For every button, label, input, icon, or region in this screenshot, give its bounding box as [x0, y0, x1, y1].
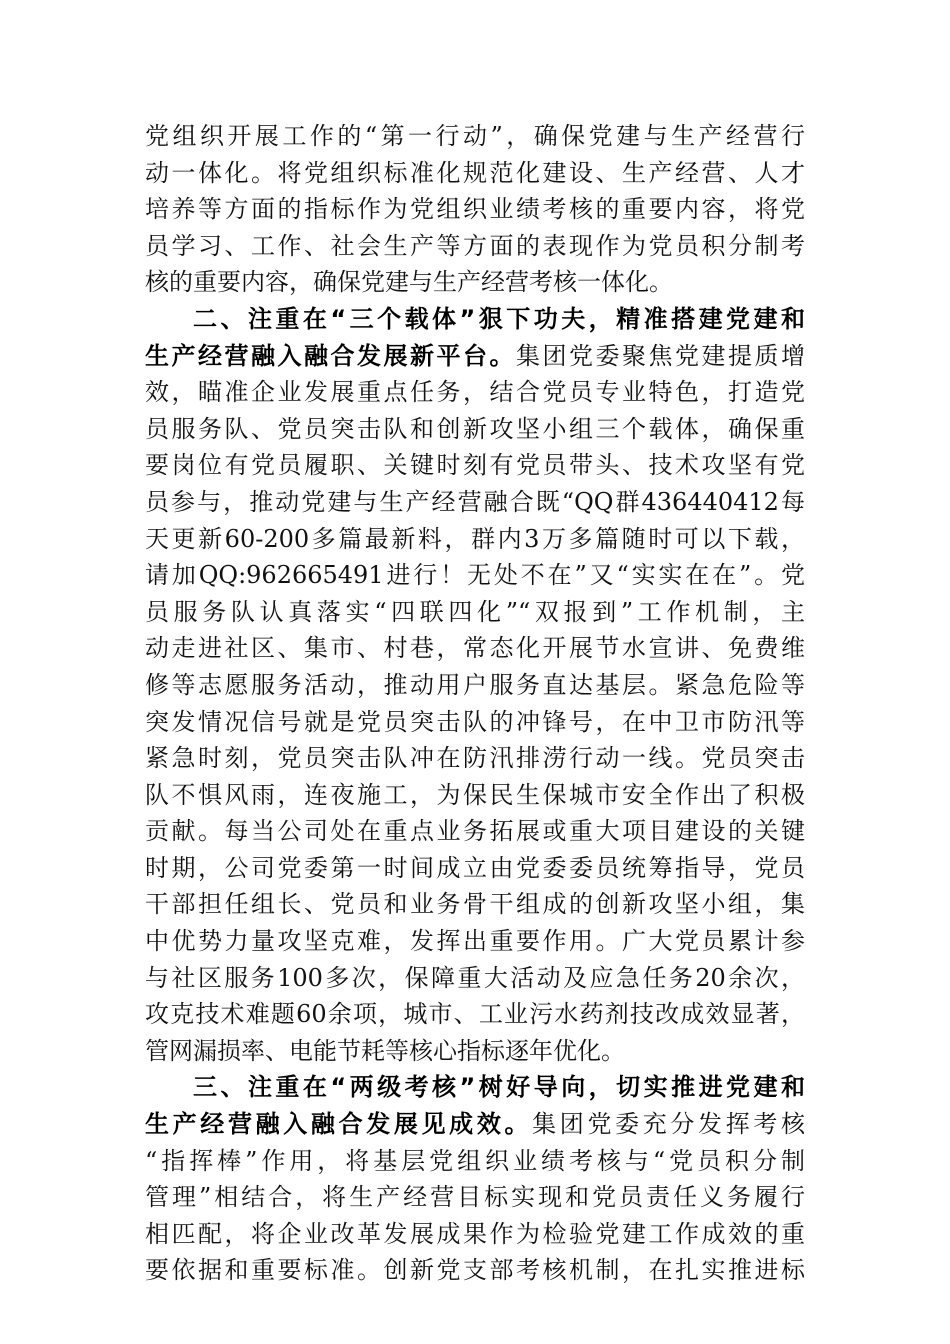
- text-line: 修等志愿服务活动，推动用户服务直达基层。紧急危险等: [145, 670, 805, 699]
- text-line: 紧急时刻，党员突击队冲在防汛排涝行动一线。党员突击: [145, 744, 805, 773]
- section-3-paragraph: [145, 1069, 805, 1289]
- text-line: 核的重要内容，确保党建与生产经营考核一体化。: [145, 268, 673, 297]
- text-line: 效，瞄准企业发展重点任务，结合党员专业特色，打造党: [145, 378, 805, 407]
- text-line: “指挥棒”作用，将基层党组织业绩考核与“党员积分制: [145, 1146, 805, 1175]
- section-3-heading-cont: 生产经营融入融合发展见成效。: [145, 1110, 533, 1139]
- text-line: 动一体化。将党组织标准化规范化建设、生产经营、人才: [145, 158, 805, 187]
- text-line: 与社区服务100多次，保障重大活动及应急任务20余次，: [145, 963, 805, 992]
- section-2-paragraph: [145, 301, 805, 1069]
- section-2-heading-cont: 生产经营融入融合发展新平台。: [145, 341, 516, 370]
- section-3-text-start: 集团党委充分发挥考核: [532, 1110, 806, 1139]
- document-page: [145, 118, 805, 1289]
- text-line: 员学习、工作、社会生产等方面的表现作为党员积分制考: [145, 231, 805, 260]
- text-line: 党组织开展工作的“第一行动”，确保党建与生产经营行: [145, 122, 805, 150]
- text-line: 管理”相结合，将生产经营目标实现和党员责任义务履行: [145, 1183, 805, 1212]
- text-line: 干部担任组长、党员和业务骨干组成的创新攻坚小组，集: [145, 890, 805, 919]
- text-line: 员服务队、党员突击队和创新攻坚小组三个载体，确保重: [145, 414, 805, 443]
- text-line: 培养等方面的指标作为党组织业绩考核的重要内容，将党: [145, 195, 805, 224]
- text-line: 员服务队认真落实“四联四化”“双报到”工作机制，主: [145, 597, 805, 626]
- text-line: 请加QQ:962665491进行！无处不在”又“实实在在”。党: [145, 561, 805, 590]
- text-line: 相匹配，将企业改革发展成果作为检验党建工作成效的重: [145, 1219, 805, 1248]
- text-line: 天更新60-200多篇最新料，群内3万多篇随时可以下载，: [145, 524, 805, 553]
- text-line: 攻克技术难题60余项，城市、工业污水药剂技改成效显著，: [145, 1000, 805, 1029]
- text-line: 要依据和重要标准。创新党支部考核机制，在扎实推进标: [145, 1256, 805, 1285]
- section-2-text-start: 集团党委聚焦党建提质增: [516, 341, 805, 370]
- text-line: 员参与，推动党建与生产经营融合既“QQ群436440412每: [145, 487, 805, 516]
- text-line: [145, 338, 805, 375]
- section-2-heading: 二、注重在“三个载体”狠下功夫，精准搭建党建和: [193, 304, 805, 333]
- text-line: 时期，公司党委第一时间成立由党委委员统筹指导，党员: [145, 853, 805, 882]
- section-3-heading: 三、注重在“两级考核”树好导向，切实推进党建和: [193, 1073, 805, 1102]
- text-line: [145, 1106, 805, 1143]
- text-line: 中优势力量攻坚克难，发挥出重要作用。广大党员累计参: [145, 927, 805, 956]
- text-line: 动走进社区、集市、村巷，常态化开展节水宣讲、免费维: [145, 634, 805, 663]
- text-line: 队不惧风雨，连夜施工，为保民生保城市安全作出了积极: [145, 780, 805, 809]
- text-line: 突发情况信号就是党员突击队的冲锋号，在中卫市防汛等: [145, 707, 805, 736]
- text-line: 要岗位有党员履职、关键时刻有党员带头、技术攻坚有党: [145, 451, 805, 480]
- text-line: 贡献。每当公司处在重点业务拓展或重大项目建设的关键: [145, 817, 805, 846]
- paragraph-1: [145, 118, 805, 301]
- text-line: 管网漏损率、电能节耗等核心指标逐年优化。: [145, 1036, 625, 1065]
